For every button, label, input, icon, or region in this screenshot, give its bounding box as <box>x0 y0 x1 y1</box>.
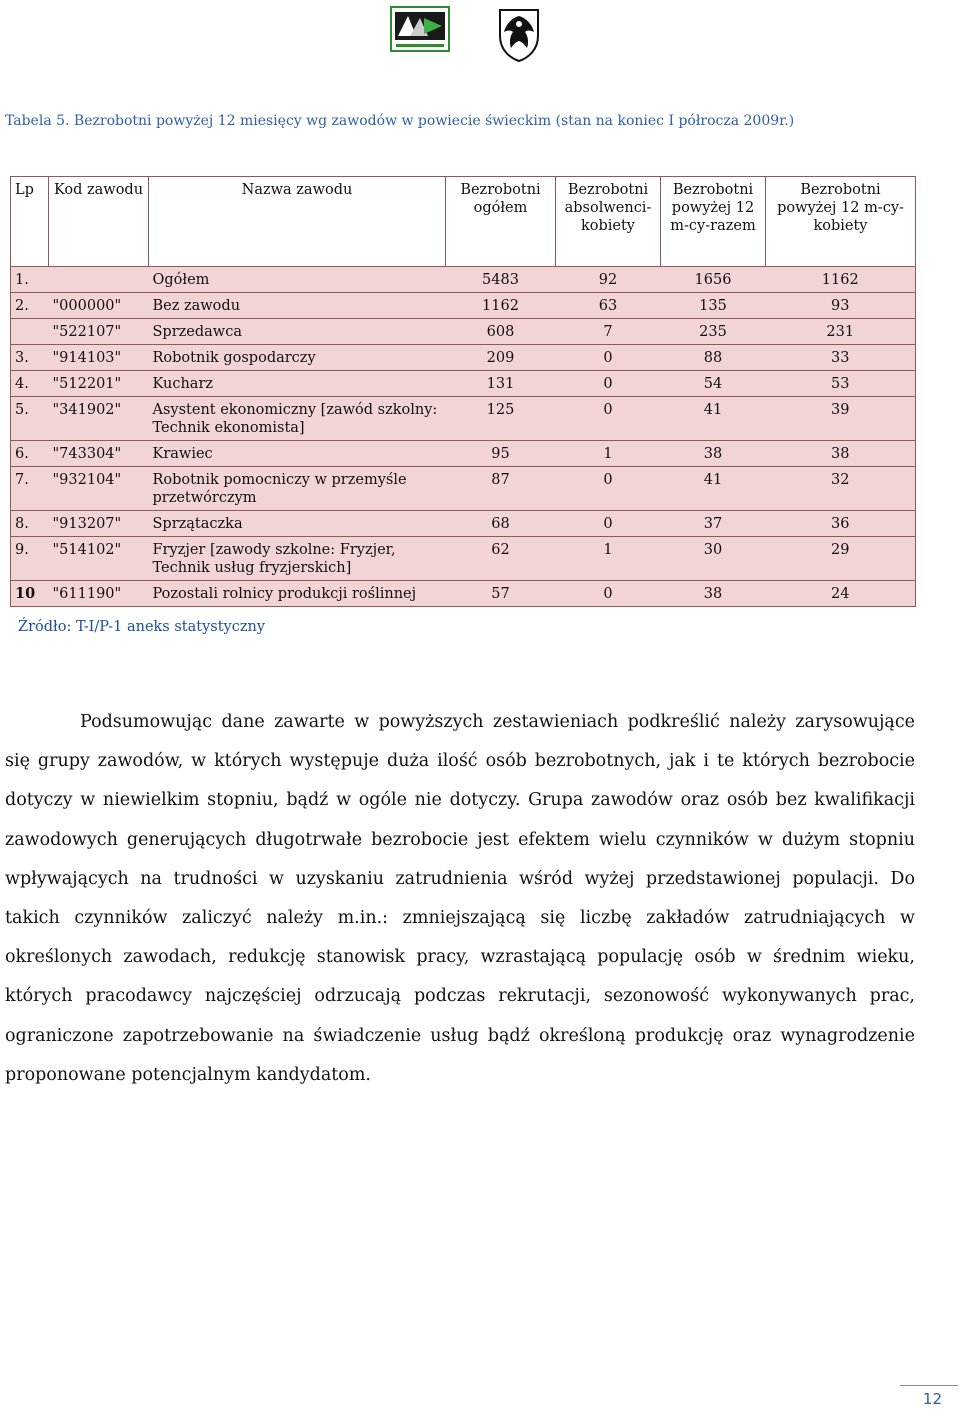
cell-ogolem: 62 <box>446 537 556 581</box>
cell-kod: "514102" <box>49 537 149 581</box>
cell-ogolem: 68 <box>446 511 556 537</box>
cell-lp: 2. <box>11 293 49 319</box>
table-row <box>11 581 916 607</box>
cell-razem: 30 <box>661 537 766 581</box>
unemployment-table <box>10 176 916 607</box>
cell-absolwenci: 0 <box>556 397 661 441</box>
cell-lp: 1. <box>11 267 49 293</box>
cell-absolwenci: 1 <box>556 441 661 467</box>
table-row <box>11 319 916 345</box>
page-number: 12 <box>922 1390 942 1408</box>
cell-razem: 41 <box>661 397 766 441</box>
cell-nazwa: Krawiec <box>149 441 446 467</box>
cell-kobiety: 33 <box>766 345 916 371</box>
table-row <box>11 345 916 371</box>
cell-nazwa: Bez zawodu <box>149 293 446 319</box>
cell-kod: "914103" <box>49 345 149 371</box>
cell-kod: "000000" <box>49 293 149 319</box>
cell-ogolem: 5483 <box>446 267 556 293</box>
summary-paragraph: Podsumowując dane zawarte w powyższych zestawieniach podkreślić należy zarysowujące się grupy zawodów, w których występuje duża ilość osób bezrobotnych, jak i te których bezrobocie dotyczy w niewielkim stopniu, bądź w ogóle nie dotyczy. Grupa zawodów oraz osób bez kwalifikacji zawodowych generujących długotrwałe bezrobocie jest efektem wielu czynników w dużym stopniu wpływających na trudności w uzyskaniu zatrudnienia wśród wyżej przedstawionej populacji. Do takich czynników zaliczyć należy m.in.: zmniejszającą się liczbę zakładów zatrudniających w określonych zawodach, redukcję stanowisk pracy, wzrastającą populację osób w średnim wieku, których pracodawcy najczęściej odrzucają podczas rekrutacji, sezonowość wykonywanych prac, ograniczone zapotrzebowanie na świadczenie usług bądź określoną produkcję oraz wynagrodzenie proponowane potencjalnym kandydatom. <box>5 712 915 1085</box>
cell-kobiety: 32 <box>766 467 916 511</box>
cell-kod: "512201" <box>49 371 149 397</box>
cell-lp: 3. <box>11 345 49 371</box>
header-kod: Kod zawodu <box>49 177 149 267</box>
cell-absolwenci: 7 <box>556 319 661 345</box>
cell-kobiety: 1162 <box>766 267 916 293</box>
header-absolwenci: Bezrobotni absolwenci-kobiety <box>556 177 661 267</box>
cell-ogolem: 131 <box>446 371 556 397</box>
cell-ogolem: 95 <box>446 441 556 467</box>
cell-lp: 7. <box>11 467 49 511</box>
cell-nazwa: Sprzedawca <box>149 319 446 345</box>
header-lp: Lp <box>11 177 49 267</box>
header-logos <box>0 6 960 62</box>
cell-razem: 38 <box>661 581 766 607</box>
cell-kobiety: 93 <box>766 293 916 319</box>
cell-ogolem: 57 <box>446 581 556 607</box>
cell-absolwenci: 63 <box>556 293 661 319</box>
cell-nazwa: Asystent ekonomiczny [zawód szkolny: Technik ekonomista] <box>149 397 446 441</box>
cell-kobiety: 53 <box>766 371 916 397</box>
header-kobiety: Bezrobotni powyżej 12 m-cy-kobiety <box>766 177 916 267</box>
cell-ogolem: 87 <box>446 467 556 511</box>
cell-ogolem: 608 <box>446 319 556 345</box>
cell-lp: 10 <box>11 581 49 607</box>
cell-lp: 5. <box>11 397 49 441</box>
cell-nazwa: Robotnik pomocniczy w przemyśle przetwórczym <box>149 467 446 511</box>
cell-razem: 38 <box>661 441 766 467</box>
table-row <box>11 293 916 319</box>
cell-ogolem: 209 <box>446 345 556 371</box>
cell-kobiety: 24 <box>766 581 916 607</box>
cell-nazwa: Robotnik gospodarczy <box>149 345 446 371</box>
cell-razem: 235 <box>661 319 766 345</box>
cell-razem: 41 <box>661 467 766 511</box>
cell-absolwenci: 1 <box>556 537 661 581</box>
cell-kod: "522107" <box>49 319 149 345</box>
cell-kobiety: 231 <box>766 319 916 345</box>
cell-razem: 1656 <box>661 267 766 293</box>
header-razem: Bezrobotni powyżej 12 m-cy-razem <box>661 177 766 267</box>
cell-kod: "341902" <box>49 397 149 441</box>
table-caption: Tabela 5. Bezrobotni powyżej 12 miesięcy wg zawodów w powiecie świeckim (stan na koniec I półrocza 2009r.) <box>5 113 795 129</box>
cell-lp: 6. <box>11 441 49 467</box>
cell-lp: 8. <box>11 511 49 537</box>
cell-absolwenci: 0 <box>556 511 661 537</box>
cell-kod: "913207" <box>49 511 149 537</box>
cell-lp: 9. <box>11 537 49 581</box>
cell-kod <box>49 267 149 293</box>
table-row <box>11 397 916 441</box>
table-row <box>11 441 916 467</box>
cell-razem: 88 <box>661 345 766 371</box>
cell-absolwenci: 92 <box>556 267 661 293</box>
cell-absolwenci: 0 <box>556 467 661 511</box>
table-row <box>11 537 916 581</box>
eu-program-logo <box>390 6 450 52</box>
cell-absolwenci: 0 <box>556 371 661 397</box>
header-ogolem: Bezrobotni ogółem <box>446 177 556 267</box>
cell-absolwenci: 0 <box>556 581 661 607</box>
cell-kobiety: 39 <box>766 397 916 441</box>
table-row <box>11 467 916 511</box>
cell-razem: 37 <box>661 511 766 537</box>
cell-kobiety: 36 <box>766 511 916 537</box>
cell-ogolem: 1162 <box>446 293 556 319</box>
cell-kobiety: 29 <box>766 537 916 581</box>
county-eagle-crest-icon <box>496 6 542 62</box>
cell-lp <box>11 319 49 345</box>
table-row <box>11 267 916 293</box>
cell-kod: "743304" <box>49 441 149 467</box>
table-source-note: Źródło: T-I/P-1 aneks statystyczny <box>18 619 266 635</box>
cell-kod: "932104" <box>49 467 149 511</box>
cell-kod: "611190" <box>49 581 149 607</box>
table-row <box>11 371 916 397</box>
cell-nazwa: Kucharz <box>149 371 446 397</box>
cell-nazwa: Ogółem <box>149 267 446 293</box>
cell-nazwa: Fryzjer [zawody szkolne: Fryzjer, Technik usług fryzjerskich] <box>149 537 446 581</box>
cell-nazwa: Sprzątaczka <box>149 511 446 537</box>
cell-kobiety: 38 <box>766 441 916 467</box>
cell-razem: 135 <box>661 293 766 319</box>
cell-absolwenci: 0 <box>556 345 661 371</box>
header-nazwa: Nazwa zawodu <box>149 177 446 267</box>
cell-ogolem: 125 <box>446 397 556 441</box>
cell-razem: 54 <box>661 371 766 397</box>
table-row <box>11 511 916 537</box>
footer-divider <box>900 1385 958 1386</box>
cell-lp: 4. <box>11 371 49 397</box>
cell-nazwa: Pozostali rolnicy produkcji roślinnej <box>149 581 446 607</box>
